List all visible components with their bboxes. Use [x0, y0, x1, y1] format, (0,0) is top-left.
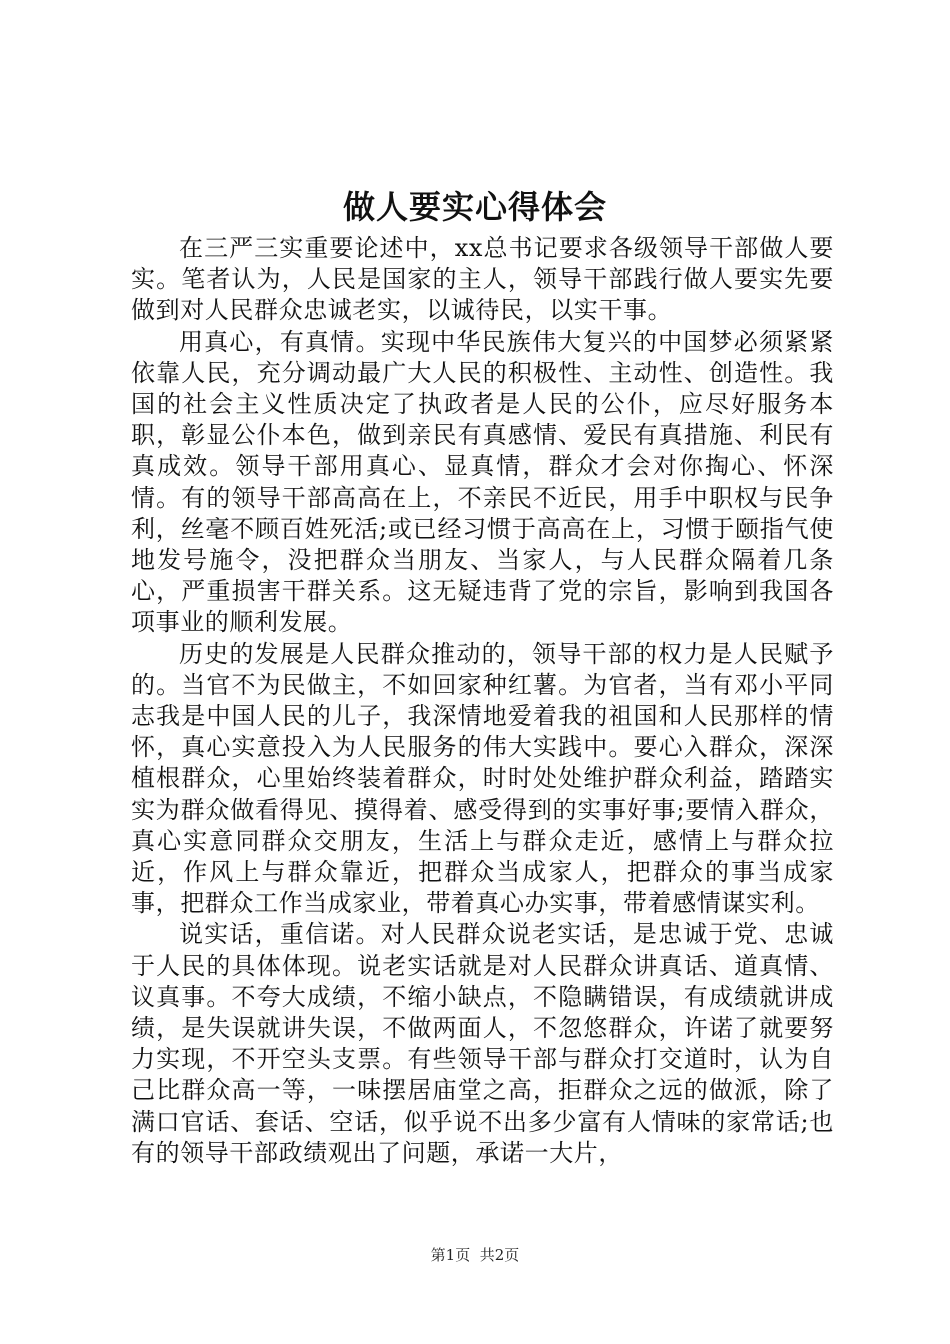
paragraph-intro: 在三严三实重要论述中，xx总书记要求各级领导干部做人要实。笔者认为，人民是国家的主人，领导干部践行做人要实先要做到对人民群众忠诚老实，以诚待民，以实干事。 — [131, 234, 834, 325]
footer-spacer — [470, 1246, 480, 1264]
paragraph-sincerity: 用真心，有真情。实现中华民族伟大复兴的中国梦必须紧紧依靠人民，充分调动最广大人民的积极性、主动性、创造性。我国的社会主义性质决定了执政者是人民的公仆，应尽好服务本职，彰显公仆本色，做到亲民有真感情、爱民有真措施、利民有真成效。领导干部用真心、显真情，群众才会对你掏心、怀深情。有的领导干部高高在上，不亲民不近民，用手中职权与民争利，丝毫不顾百姓死活;或已经习惯于高高在上，习惯于颐指气使地发号施令，没把群众当朋友、当家人，与人民群众隔着几条心，严重损害干群关系。这无疑违背了党的宗旨，影响到我国各项事业的顺利发展。 — [131, 327, 834, 637]
document-title: 做人要实心得体会 — [342, 188, 607, 226]
page-total: 共2页 — [479, 1246, 520, 1264]
document-body — [131, 233, 834, 1169]
page-number: 第1页 — [430, 1246, 471, 1264]
paragraph-history: 历史的发展是人民群众推动的，领导干部的权力是人民赋予的。当官不为民做主，不如回家种红薯。为官者，当有邓小平同志我是中国人民的儿子，我深情地爱着我的祖国和人民那样的情怀，真心实意投入为人民服务的伟大实践中。要心入群众，深深植根群众，心里始终装着群众，时时处处维护群众利益，踏踏实实为群众做看得见、摸得着、感受得到的实事好事;要情入群众，真心实意同群众交朋友，生活上与群众走近，感情上与群众拉近，作风上与群众靠近，把群众当成家人，把群众的事当成家事，把群众工作当成家业，带着真心办实事，带着感情谋实利。 — [131, 639, 834, 918]
page-footer — [0, 1244, 950, 1266]
paragraph-honesty: 说实话，重信诺。对人民群众说老实话，是忠诚于党、忠诚于人民的具体体现。说老实话就是对人民群众讲真话、道真情、议真事。不夸大成绩，不缩小缺点，不隐瞒错误，有成绩就讲成绩，是失误就讲失误，不做两面人，不忽悠群众，许诺了就要努力实现，不开空头支票。有些领导干部与群众打交道时，认为自己比群众高一等，一味摆居庙堂之高，拒群众之远的做派，除了满口官话、套话、空话，似乎说不出多少富有人情味的家常话;也有的领导干部政绩观出了问题，承诺一大片， — [131, 920, 834, 1167]
